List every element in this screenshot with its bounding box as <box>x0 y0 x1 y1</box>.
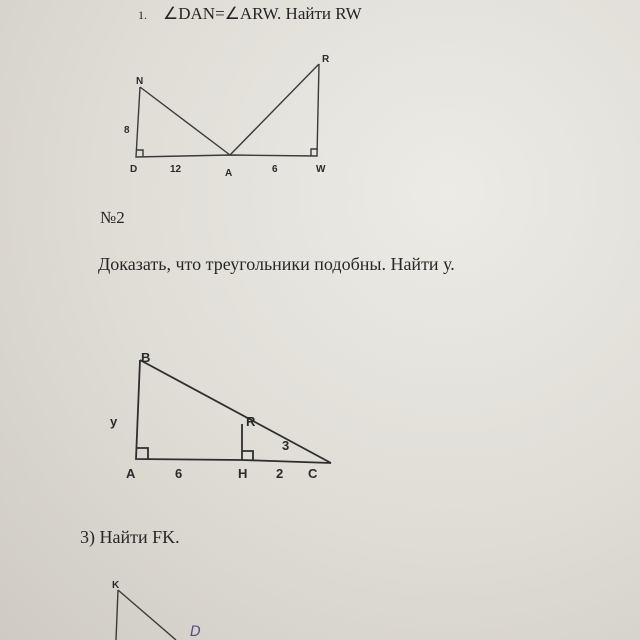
label-side-rc: 3 <box>282 438 290 453</box>
problem-1-text: ∠DAN=∠ARW. Найти RW <box>163 4 362 23</box>
label-side-da: 12 <box>170 164 182 175</box>
problem-2-statement: Доказать, что треугольники подобны. Найти у. <box>98 254 455 274</box>
problem-1-number: 1. <box>138 8 147 22</box>
label-side-dn: 8 <box>124 125 130 136</box>
label-side-hc: 2 <box>276 466 284 481</box>
label-a: A <box>225 168 233 179</box>
label-d: D <box>130 164 138 175</box>
label-a2: A <box>126 466 136 481</box>
label-side-aw: 6 <box>272 164 278 175</box>
label-side-y: y <box>110 414 118 429</box>
label-k: K <box>112 580 120 591</box>
label-h: H <box>238 466 248 481</box>
label-w: W <box>316 164 326 175</box>
label-r: R <box>322 54 330 65</box>
label-r2: R <box>246 414 256 429</box>
problem-3-statement: 3) Найти FK. <box>80 527 180 547</box>
segment-k-down <box>116 590 118 640</box>
segment-k-diagonal <box>118 590 176 640</box>
handwritten-mark: D <box>190 624 201 640</box>
label-c: C <box>308 466 318 481</box>
problem-2-heading: №2 <box>100 208 125 227</box>
label-n: N <box>136 76 144 87</box>
label-side-ah: 6 <box>175 466 183 481</box>
label-b: B <box>141 350 151 365</box>
